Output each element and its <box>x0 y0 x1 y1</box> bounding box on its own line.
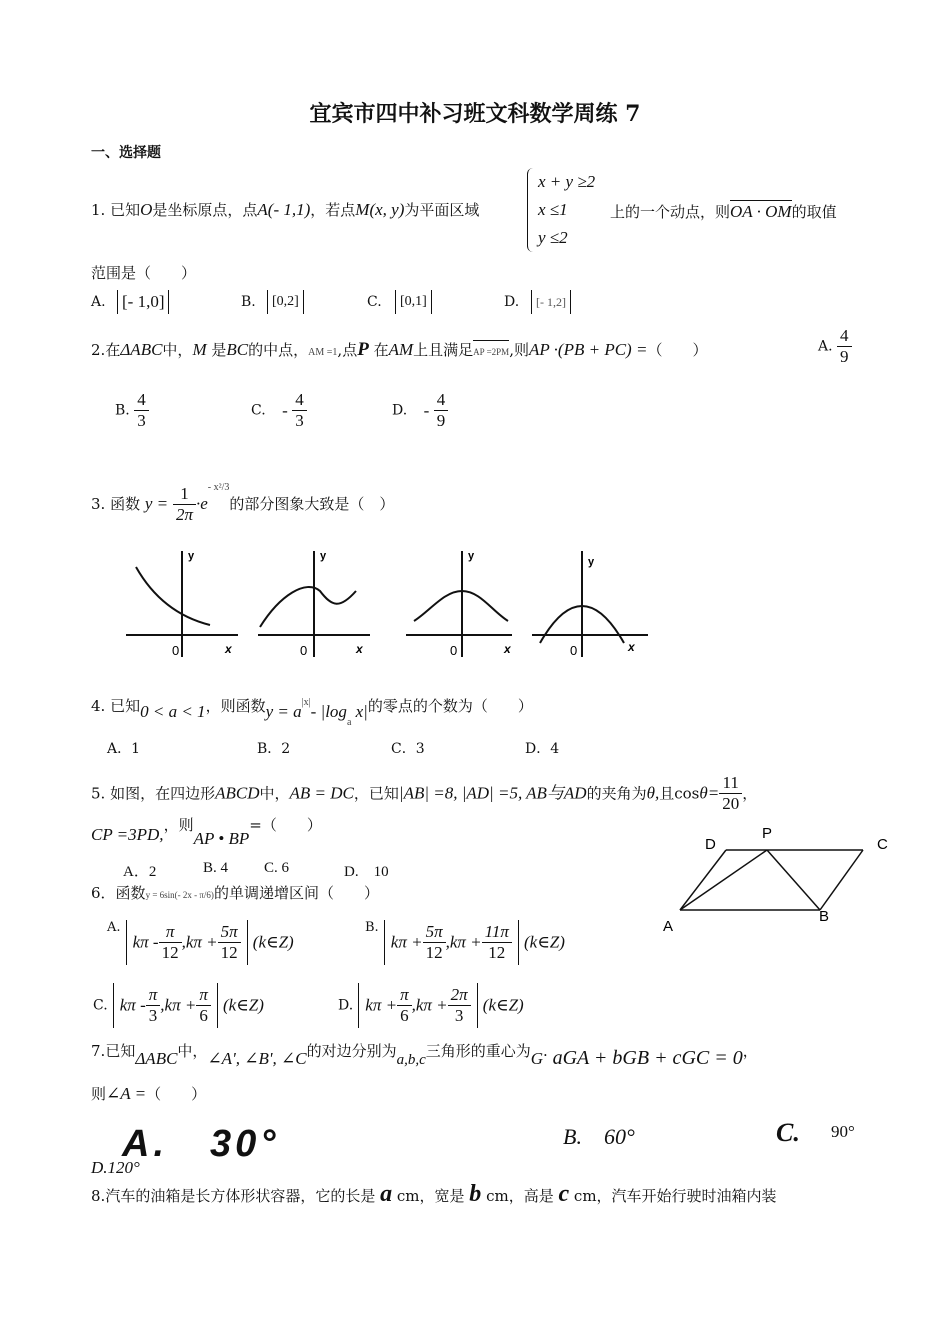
q1-options <box>91 290 611 318</box>
q1-option-c: [0,1] <box>395 290 432 314</box>
q3-graph-b-y-label: y <box>320 550 327 562</box>
q8-b: b <box>469 1181 482 1207</box>
q1-ineq-2: x ≤1 <box>538 200 568 219</box>
q1-option-a-label: A. <box>91 294 106 310</box>
q1-line1b <box>610 200 837 222</box>
q6-option-c-f2n: π <box>196 985 211 1006</box>
q6-option-d <box>338 983 524 1028</box>
q6-option-b-f2n: 11π <box>482 922 512 943</box>
q5-theta2: θ= <box>699 783 720 803</box>
q4-fn-part1: y = a <box>265 702 302 721</box>
q4-options <box>107 738 607 758</box>
q2-option-b-frac <box>134 390 149 431</box>
q5-text-4: 的夹角为 <box>586 784 647 803</box>
q8-a: a <box>380 1181 393 1207</box>
q2-text-7: 上且满足 <box>413 341 474 359</box>
q4-fn-part2: - |log <box>310 702 347 721</box>
q6-option-b-k: (k∈Z) <box>524 932 565 952</box>
q6-option-b-f1d: 12 <box>425 943 443 962</box>
q4-option-b: B．2 <box>257 741 291 757</box>
q8-number: 8. <box>91 1187 106 1205</box>
q3-graph-b-origin: 0 <box>300 643 308 658</box>
q1-ineq-1: x + y ≥2 <box>538 172 596 191</box>
q6-option-a-frac2 <box>218 922 241 963</box>
q6-option-c-interval <box>113 983 218 1028</box>
q4-text-1: 已知 <box>110 697 141 715</box>
q3-graph-b-x-label: x <box>356 642 363 656</box>
q6-option-c <box>93 983 264 1028</box>
q2-text-5: ,点 <box>337 341 358 359</box>
q6-option-d-f2n: 2π <box>448 985 471 1006</box>
q6-option-c-f2d: 6 <box>199 1006 208 1025</box>
q7-option-b: B. 60° <box>563 1124 635 1149</box>
q1-option-c-label: C. <box>367 294 382 310</box>
q7-text-1: 已知 <box>105 1042 136 1060</box>
q1-text-4: 为平面区域 <box>404 201 480 219</box>
q6-text-1: 函数 <box>115 884 146 902</box>
q5-quad: ABCD <box>215 783 260 803</box>
q7-angles: ∠A', ∠B', ∠C <box>207 1049 307 1068</box>
q5-text-2: 中， <box>259 784 290 803</box>
q2-option-d-frac <box>434 390 449 431</box>
q5-edge-ap <box>680 850 767 910</box>
q6-option-b-frac1 <box>423 922 446 963</box>
q6-option-d-l2: ,kπ + <box>411 995 448 1015</box>
q5-label-c: C <box>877 836 888 853</box>
q2-text-2: 中， <box>162 341 193 359</box>
q8-line <box>91 1181 777 1207</box>
q5-text-3: ，已知 <box>353 784 399 803</box>
q5-number: 5. <box>91 784 106 803</box>
q3-exponent: - x²/3 <box>207 482 230 493</box>
q4-text-2: ，则函数 <box>205 697 266 715</box>
q3-frac-num: 1 <box>173 484 196 505</box>
q1-system <box>527 168 595 252</box>
q4-condition: 0 < a < 1 <box>140 702 206 721</box>
q6-option-b-f1n: 5π <box>423 922 446 943</box>
q6-option-a <box>107 920 294 965</box>
q2-text-1: 在 <box>105 341 121 359</box>
q2-text-6: 在 <box>373 341 389 359</box>
q7-text-3: 的对边分别为 <box>306 1042 397 1060</box>
q6-option-a-f2n: 5π <box>218 922 241 943</box>
q7-text-2: 中， <box>177 1042 208 1060</box>
q1-number: 1. <box>91 201 106 219</box>
q2-option-a-label: A. <box>818 338 833 355</box>
q5-option-b: B. 4 <box>203 860 229 876</box>
q3-frac-den: 2π <box>175 504 193 524</box>
q2-expression: AP ·(PB + PC) = <box>528 340 648 359</box>
q3-number: 3. <box>91 495 106 513</box>
q3-graph-d-origin: 0 <box>570 643 578 658</box>
q3-graphs <box>120 545 660 670</box>
q6-option-d-f1d: 6 <box>400 1006 409 1025</box>
q5-line1 <box>91 773 757 814</box>
q7-text-8: （ ） <box>146 1085 207 1103</box>
q6-option-d-frac2 <box>448 985 471 1026</box>
q5-frac <box>719 773 742 814</box>
q7-text-6: ， <box>742 1042 758 1060</box>
q2-option-a-frac <box>837 326 852 367</box>
q6-option-c-l1: kπ - <box>119 995 146 1015</box>
q1-option-b: [0,2] <box>267 290 304 314</box>
q7-abc: a,b,c <box>396 1052 426 1068</box>
q5-label-d: D <box>705 836 716 853</box>
q2-text-3: 是 <box>211 341 227 359</box>
q6-option-a-l2: ,kπ + <box>181 932 218 952</box>
q4-number: 4. <box>91 697 106 715</box>
q1-dot-product: OA · OM <box>730 202 792 221</box>
q5-text-1: 如图，在四边形 <box>110 784 216 803</box>
q3-graph-c <box>406 551 512 657</box>
q5-text-7: =（ ） <box>249 816 322 834</box>
q3-graph-a-x-label: x <box>225 642 232 656</box>
q5-frac-num: 11 <box>719 773 742 794</box>
q5-text-6: ，则 <box>163 816 194 834</box>
q2-am: AM <box>388 340 414 359</box>
q6-option-d-f1n: π <box>397 985 412 1006</box>
q5-expr: AP • BP <box>193 829 250 848</box>
q5-edge-bp <box>767 850 820 910</box>
q1-option-b-label: B. <box>241 294 256 310</box>
q3-line <box>91 478 394 525</box>
q6-text-2: 的单调递增区间（ ） <box>213 884 379 902</box>
q3-fy: y = <box>144 494 169 513</box>
q2-option-d-sign: - <box>423 400 430 420</box>
q6-option-c-l2: ,kπ + <box>160 995 197 1015</box>
q5-eq: AB = DC <box>289 783 354 803</box>
q7-text-4: 三角形的重心为 <box>425 1042 531 1060</box>
q1-point-a: A(- 1,1) <box>257 200 311 219</box>
q6-option-d-frac1 <box>397 985 412 1026</box>
q5-option-d: D. 10 <box>344 864 389 880</box>
q5-comma: ， <box>742 784 758 803</box>
q6-option-b-f2d: 12 <box>488 943 506 962</box>
q2-text-8: ,则 <box>509 341 529 359</box>
q2-option-c-frac <box>292 390 307 431</box>
q3-graph-d-x-label: x <box>628 640 635 654</box>
q5-edge-bc <box>820 850 863 910</box>
q3-text-2: 的部分图象大致是（ ） <box>229 495 395 513</box>
q7-option-d: D.120° <box>91 1158 140 1177</box>
q2-option-a <box>818 326 852 367</box>
q7-equation: aGA + bGB + cGC = 0 <box>552 1047 743 1069</box>
q7-angle-a: ∠A = <box>106 1084 147 1103</box>
q1-text-2: 是坐标原点，点 <box>152 201 258 219</box>
q1-text-7: 范围是（ ） <box>91 264 197 282</box>
q6-option-b-frac2 <box>482 922 512 963</box>
q1-option-a: [- 1,0] <box>117 290 169 314</box>
q3-graph-c-origin: 0 <box>450 643 458 658</box>
q1-option-d: [- 1,2] <box>531 290 571 314</box>
q3-graph-b-curve <box>260 587 356 627</box>
q6-option-c-label: C. <box>93 997 108 1014</box>
q7-option-a: A. 30° <box>122 1123 280 1165</box>
q6-option-d-l1: kπ + <box>365 995 398 1015</box>
q4-option-d: D．4 <box>525 741 560 757</box>
q7-text-7: 则 <box>91 1085 107 1103</box>
q6-option-c-f1d: 3 <box>148 1006 158 1025</box>
q6-option-d-k: (k∈Z) <box>482 995 524 1015</box>
q2-option-d-den: 9 <box>436 411 446 430</box>
q6-option-b-l1: kπ + <box>390 932 423 952</box>
q5-figure <box>655 820 895 940</box>
q2-option-b-num: 4 <box>134 390 149 411</box>
q2-option-c-den: 3 <box>295 411 304 430</box>
q1-text-6: 的取值 <box>791 203 837 221</box>
q4-fn-sub: a <box>346 717 352 728</box>
q5-option-a: A．2 <box>123 864 157 880</box>
q6-option-a-f1d: 12 <box>161 943 179 962</box>
q2-option-b <box>115 390 149 431</box>
q2-number: 2. <box>91 341 106 359</box>
q2-option-b-label: B. <box>115 402 130 419</box>
q8-text-2: cm，宽是 <box>396 1187 465 1205</box>
q3-frac <box>173 484 196 525</box>
q6-option-d-f2d: 3 <box>454 1006 464 1025</box>
q4-option-c: C．3 <box>391 741 425 757</box>
q5-edge-ad <box>680 850 726 910</box>
q3-graph-a-y-label: y <box>188 550 195 562</box>
q3-graph-a-curve <box>136 567 210 625</box>
q6-option-c-frac1 <box>146 985 161 1026</box>
q2-option-a-den: 9 <box>840 347 849 366</box>
q7-line1 <box>91 1040 758 1069</box>
q3-graph-a-origin: 0 <box>172 643 180 658</box>
q1-ineq-3: y ≤2 <box>538 228 568 247</box>
q5-option-c: C. 6 <box>264 860 290 876</box>
q8-text-3: cm，高是 <box>486 1187 554 1205</box>
q7-triangle: ΔABC <box>135 1049 178 1068</box>
q2-text-9: （ ） <box>647 341 708 359</box>
q2-line1 <box>91 340 707 363</box>
q1-option-d-label: D. <box>504 294 520 310</box>
q5-options <box>123 860 483 882</box>
q8-text-1: 汽车的油箱是长方体形状容器，它的长是 <box>105 1187 376 1205</box>
q8-text-4: cm，汽车开始行驶时油箱内装 <box>573 1187 777 1205</box>
q7-option-c-value: 90° <box>831 1122 855 1141</box>
q2-option-c-num: 4 <box>292 390 307 411</box>
q1-line1 <box>91 200 479 220</box>
q3-graph-d-y-label: y <box>588 556 595 568</box>
section-heading: 一、选择题 <box>91 145 161 161</box>
q6-option-b-label: B. <box>365 920 379 935</box>
q2-m: M <box>192 340 207 359</box>
q7-option-c: C. <box>776 1118 800 1147</box>
page-title: 宜宾市四中补习班文科数学周练 7 <box>309 101 641 127</box>
q6-function: y = 6sin(- 2x - π/6) <box>145 890 214 900</box>
q6-option-d-label: D. <box>338 997 354 1014</box>
q5-theta: θ, <box>646 783 660 803</box>
q2-option-d-num: 4 <box>434 390 449 411</box>
q7-number: 7. <box>91 1042 106 1060</box>
q6-option-b-interval <box>384 920 519 965</box>
q5-label-p: P <box>762 825 773 842</box>
q4-option-a: A．1 <box>107 741 141 757</box>
q6-option-b <box>365 920 565 965</box>
q6-option-a-f1n: π <box>159 922 182 943</box>
q4-text-3: 的零点的个数为（ ） <box>367 697 533 715</box>
q2-triangle: ΔABC <box>120 340 163 359</box>
q5-label-b: B <box>819 908 830 925</box>
q6-option-b-l2: ,kπ + <box>445 932 482 952</box>
q6-number: 6． <box>91 884 116 902</box>
q2-bc: BC <box>226 340 249 359</box>
q6-option-a-label: A. <box>107 920 121 935</box>
q6-option-a-frac1 <box>159 922 182 963</box>
q6-option-a-f2d: 12 <box>220 943 238 962</box>
q4-fn-sup: |x| <box>301 697 311 708</box>
q5-frac-den: 20 <box>722 794 740 813</box>
q7-g: G <box>530 1049 544 1068</box>
q8-c: c <box>558 1181 570 1207</box>
q7-text-5: . <box>543 1042 548 1060</box>
q6-option-d-interval <box>358 983 477 1028</box>
q1-text-5: 上的一个动点，则 <box>610 203 731 221</box>
q2-option-b-den: 3 <box>137 411 146 430</box>
q6-line <box>91 883 379 905</box>
q2-option-d-label: D. <box>392 402 408 419</box>
q3-graph-a <box>126 551 238 657</box>
q2-option-c <box>251 390 307 431</box>
q6-option-a-k: (k∈Z) <box>252 932 294 952</box>
q5-line2 <box>91 815 322 848</box>
q2-option-c-label: C. <box>251 402 266 419</box>
q4-fn-part3: x| <box>351 702 368 721</box>
q7-line2 <box>91 1084 206 1104</box>
q6-option-c-f1n: π <box>146 985 161 1006</box>
q6-option-c-k: (k∈Z) <box>222 995 264 1015</box>
q3-text-1: 函数 <box>110 495 141 513</box>
q5-label-a: A <box>663 918 674 935</box>
q3-graph-c-y-label: y <box>468 550 475 562</box>
q5-text-5: 且cos <box>659 784 700 803</box>
q1-text-1: 已知 <box>110 201 141 219</box>
q2-condition: AP =2PM <box>473 340 509 362</box>
q1-text-3: ，若点 <box>310 201 356 219</box>
q2-option-c-sign: - <box>282 400 288 420</box>
q1-point-m: M(x, y) <box>355 200 405 219</box>
q3-graph-b <box>258 551 370 657</box>
q6-option-c-frac2 <box>196 985 211 1026</box>
q5-cp: CP =3PD, <box>91 825 164 844</box>
q3-exp-base: ·e <box>195 494 208 513</box>
q1-origin: O <box>140 200 153 219</box>
q2-am-eq: AM =1 <box>308 347 338 358</box>
q2-option-d <box>392 390 448 431</box>
q4-line <box>91 693 533 728</box>
q2-p: P <box>357 339 369 360</box>
q3-graph-c-x-label: x <box>504 642 511 656</box>
q2-option-a-num: 4 <box>837 326 852 347</box>
q6-option-a-interval <box>126 920 248 965</box>
q5-abs: |AB| =8, |AD| =5, AB与AD <box>398 783 587 803</box>
q6-option-a-l1: kπ - <box>132 932 159 952</box>
q2-text-4: 的中点， <box>248 341 309 359</box>
